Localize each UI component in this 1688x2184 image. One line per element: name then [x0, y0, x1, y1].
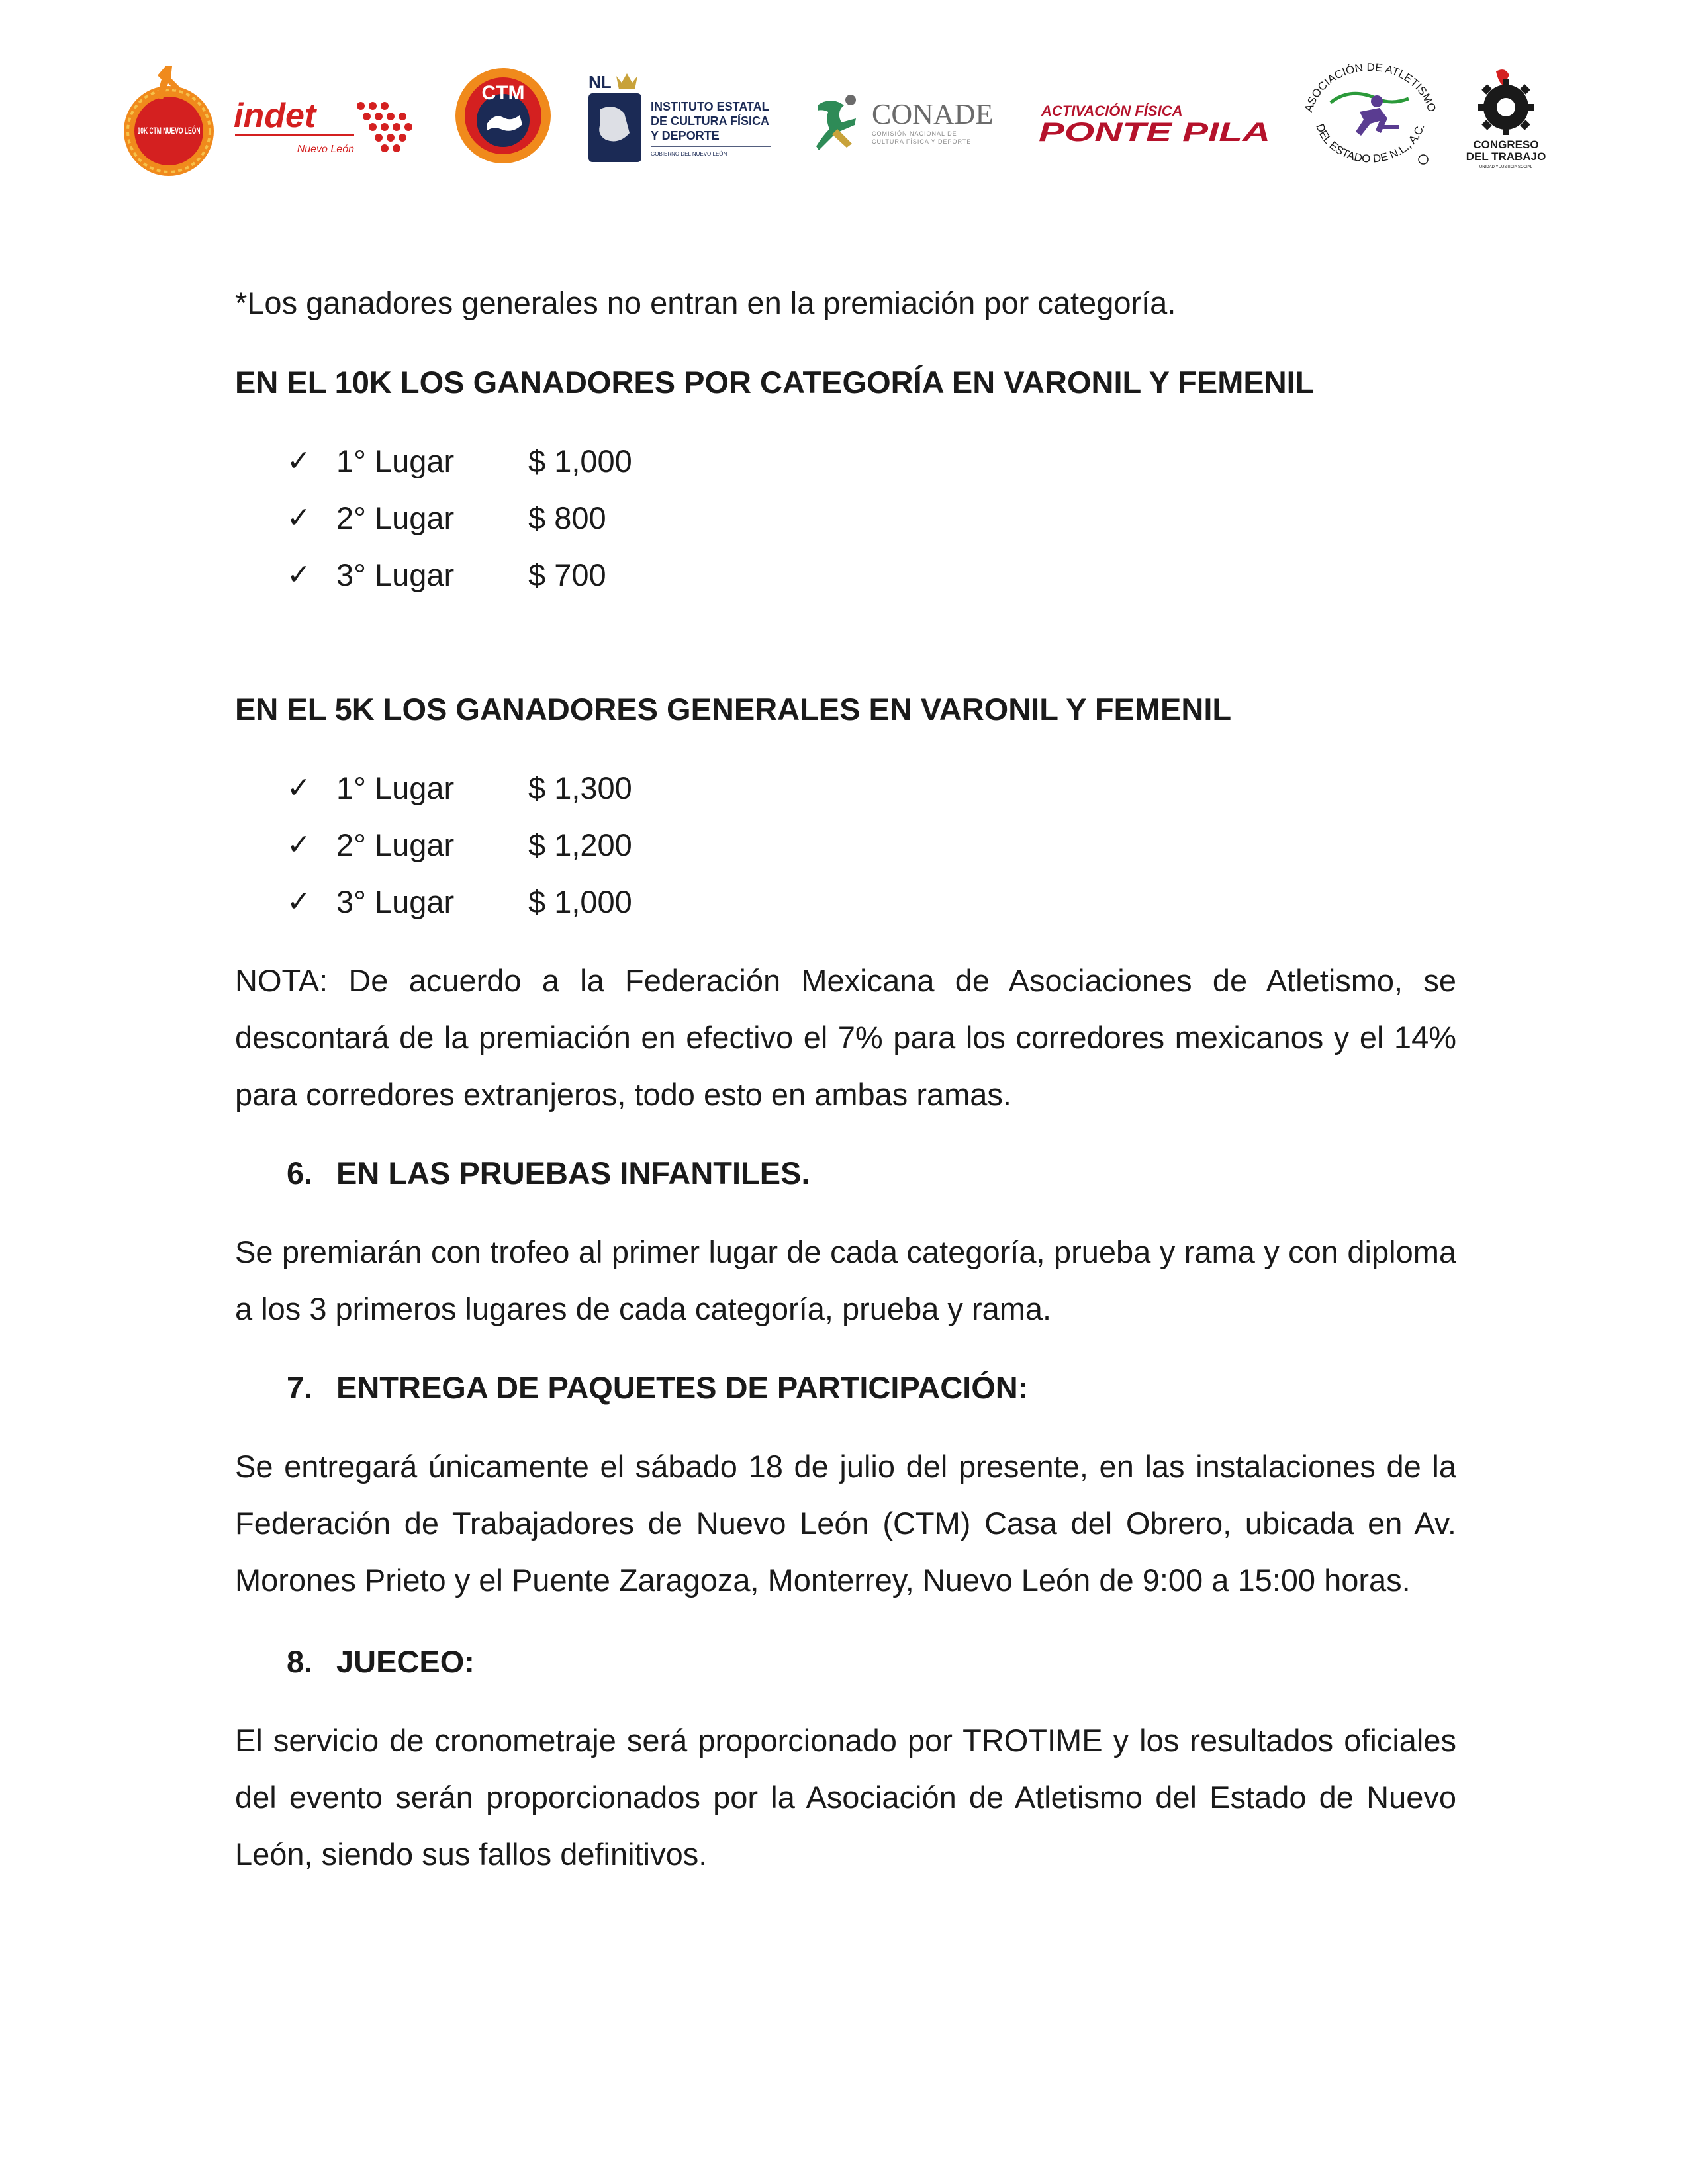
discount-note: NOTA: De acuerdo a la Federación Mexicana de Asociaciones de Atletismo, se descontará de la premiación en efectivo el 7% para los corredores mexicanos y el 14% para corredores extranjeros, todo esto en ambas ramas.: [235, 963, 1456, 1112]
ctm-logo: [453, 66, 553, 165]
prize-amount: $ 1,200: [528, 827, 632, 862]
congreso-trabajo-logo: [1463, 66, 1549, 172]
prize-item: [235, 873, 1456, 930]
svg-text:indet: indet: [234, 97, 316, 135]
heading-5k-prizes: EN EL 5K LOS GANADORES GENERALES EN VARONIL Y FEMENIL: [235, 692, 1232, 727]
section-heading: [235, 1633, 1456, 1690]
svg-text:NL: NL: [588, 72, 612, 92]
document-body: [235, 275, 1456, 1883]
prize-amount: $ 1,000: [528, 443, 632, 478]
checkmark-icon: ✓: [287, 501, 311, 534]
svg-text:INSTITUTO ESTATAL: INSTITUTO ESTATAL: [651, 100, 769, 113]
prize-place: 3° Lugar: [336, 884, 455, 919]
asociacion-atletismo-logo: [1297, 56, 1443, 175]
section-title: JUECEO:: [336, 1643, 475, 1679]
conade-logo: [811, 83, 1016, 156]
svg-text:CONADE: CONADE: [872, 98, 994, 130]
svg-text:Nuevo León: Nuevo León: [297, 144, 354, 155]
heading-10k-prizes: EN EL 10K LOS GANADORES POR CATEGORÍA EN VARONIL Y FEMENIL: [235, 365, 1315, 400]
prize-item: [235, 432, 1456, 489]
checkmark-icon: ✓: [287, 558, 311, 591]
svg-text:ACTIVACIÓN FÍSICA: ACTIVACIÓN FÍSICA: [1041, 103, 1183, 119]
section-number: 6.: [287, 1155, 313, 1191]
prize-place: 2° Lugar: [336, 500, 455, 535]
prize-amount: $ 1,000: [528, 884, 632, 919]
svg-text:DE CULTURA FÍSICA: DE CULTURA FÍSICA: [651, 114, 769, 128]
section-number: 7.: [287, 1369, 313, 1405]
checkmark-icon: ✓: [287, 885, 311, 918]
prize-list-5k: [235, 759, 1456, 930]
section-body: El servicio de cronometraje será proporcionado por TROTIME y los resultados oficiales del evento serán proporcionados por la Asociación de Atletismo del Estado de Nuevo León, siendo sus fallos definitivos.: [235, 1723, 1456, 1872]
prize-amount: $ 800: [528, 500, 606, 535]
prize-place: 2° Lugar: [336, 827, 455, 862]
svg-text:10K CTM NUEVO LEÓN: 10K CTM NUEVO LEÓN: [137, 125, 241, 136]
checkmark-icon: ✓: [287, 828, 311, 861]
prize-place: 3° Lugar: [336, 557, 455, 592]
svg-text:DEL ESTADO DE N.L., A.C.: DEL ESTADO DE N.L., A.C.: [1313, 122, 1427, 165]
svg-text:Y DEPORTE: Y DEPORTE: [651, 129, 720, 142]
svg-text:CTM: CTM: [481, 82, 525, 104]
section-title: ENTREGA DE PAQUETES DE PARTICIPACIÓN:: [336, 1369, 1029, 1405]
prize-item: [235, 759, 1456, 816]
svg-text:DEL TRABAJO: DEL TRABAJO: [1466, 150, 1546, 163]
prize-list-10k: [235, 432, 1456, 603]
logo-bar: [0, 46, 1688, 199]
checkmark-icon: ✓: [287, 444, 311, 477]
svg-text:CONGRESO: CONGRESO: [1473, 138, 1539, 151]
svg-text:GOBIERNO DEL NUEVO LEÓN: GOBIERNO DEL NUEVO LEÓN: [651, 151, 727, 157]
svg-text:UNIDAD Y JUSTICIA SOCIAL: UNIDAD Y JUSTICIA SOCIAL: [1479, 165, 1533, 169]
section-body: Se entregará únicamente el sábado 18 de julio del presente, en las instalaciones de la Federación de Trabajadores de Nuevo León (CTM) Casa del Obrero, ubicada en Av. Morones Prieto y el Puente Zaragoza, Monterrey, Nuevo León de 9:00 a 15:00 horas.: [235, 1449, 1456, 1598]
ponte-pila-logo: [1036, 96, 1281, 156]
svg-text:ASOCIACIÓN DE ATLETISMO: ASOCIACIÓN DE ATLETISMO: [1302, 60, 1438, 114]
prize-item: [235, 489, 1456, 546]
prize-item: [235, 816, 1456, 873]
section-heading: [235, 1359, 1456, 1416]
prize-item: [235, 546, 1456, 603]
section-heading: [235, 1144, 1456, 1201]
svg-text:COMISIÓN NACIONAL DE: COMISIÓN NACIONAL DE: [872, 130, 957, 137]
section-title: EN LAS PRUEBAS INFANTILES.: [336, 1155, 810, 1191]
section-number: 8.: [287, 1643, 313, 1679]
prize-place: 1° Lugar: [336, 443, 455, 478]
general-winners-note: *Los ganadores generales no entran en la premiación por categoría.: [235, 285, 1176, 320]
prize-amount: $ 700: [528, 557, 606, 592]
10k-ctm-logo: [119, 60, 241, 192]
prize-amount: $ 1,300: [528, 770, 632, 805]
indet-logo: [228, 86, 427, 165]
section-body: Se premiarán con trofeo al primer lugar de cada categoría, prueba y rama y con diploma a los 3 primeros lugares de cada categoría, prueba y rama.: [235, 1234, 1456, 1326]
instituto-estatal-logo: [586, 69, 778, 169]
prize-place: 1° Lugar: [336, 770, 455, 805]
checkmark-icon: ✓: [287, 771, 311, 804]
svg-text:CULTURA FÍSICA Y DEPORTE: CULTURA FÍSICA Y DEPORTE: [872, 138, 972, 145]
svg-text:PONTE PILA: PONTE PILA: [1039, 118, 1270, 147]
